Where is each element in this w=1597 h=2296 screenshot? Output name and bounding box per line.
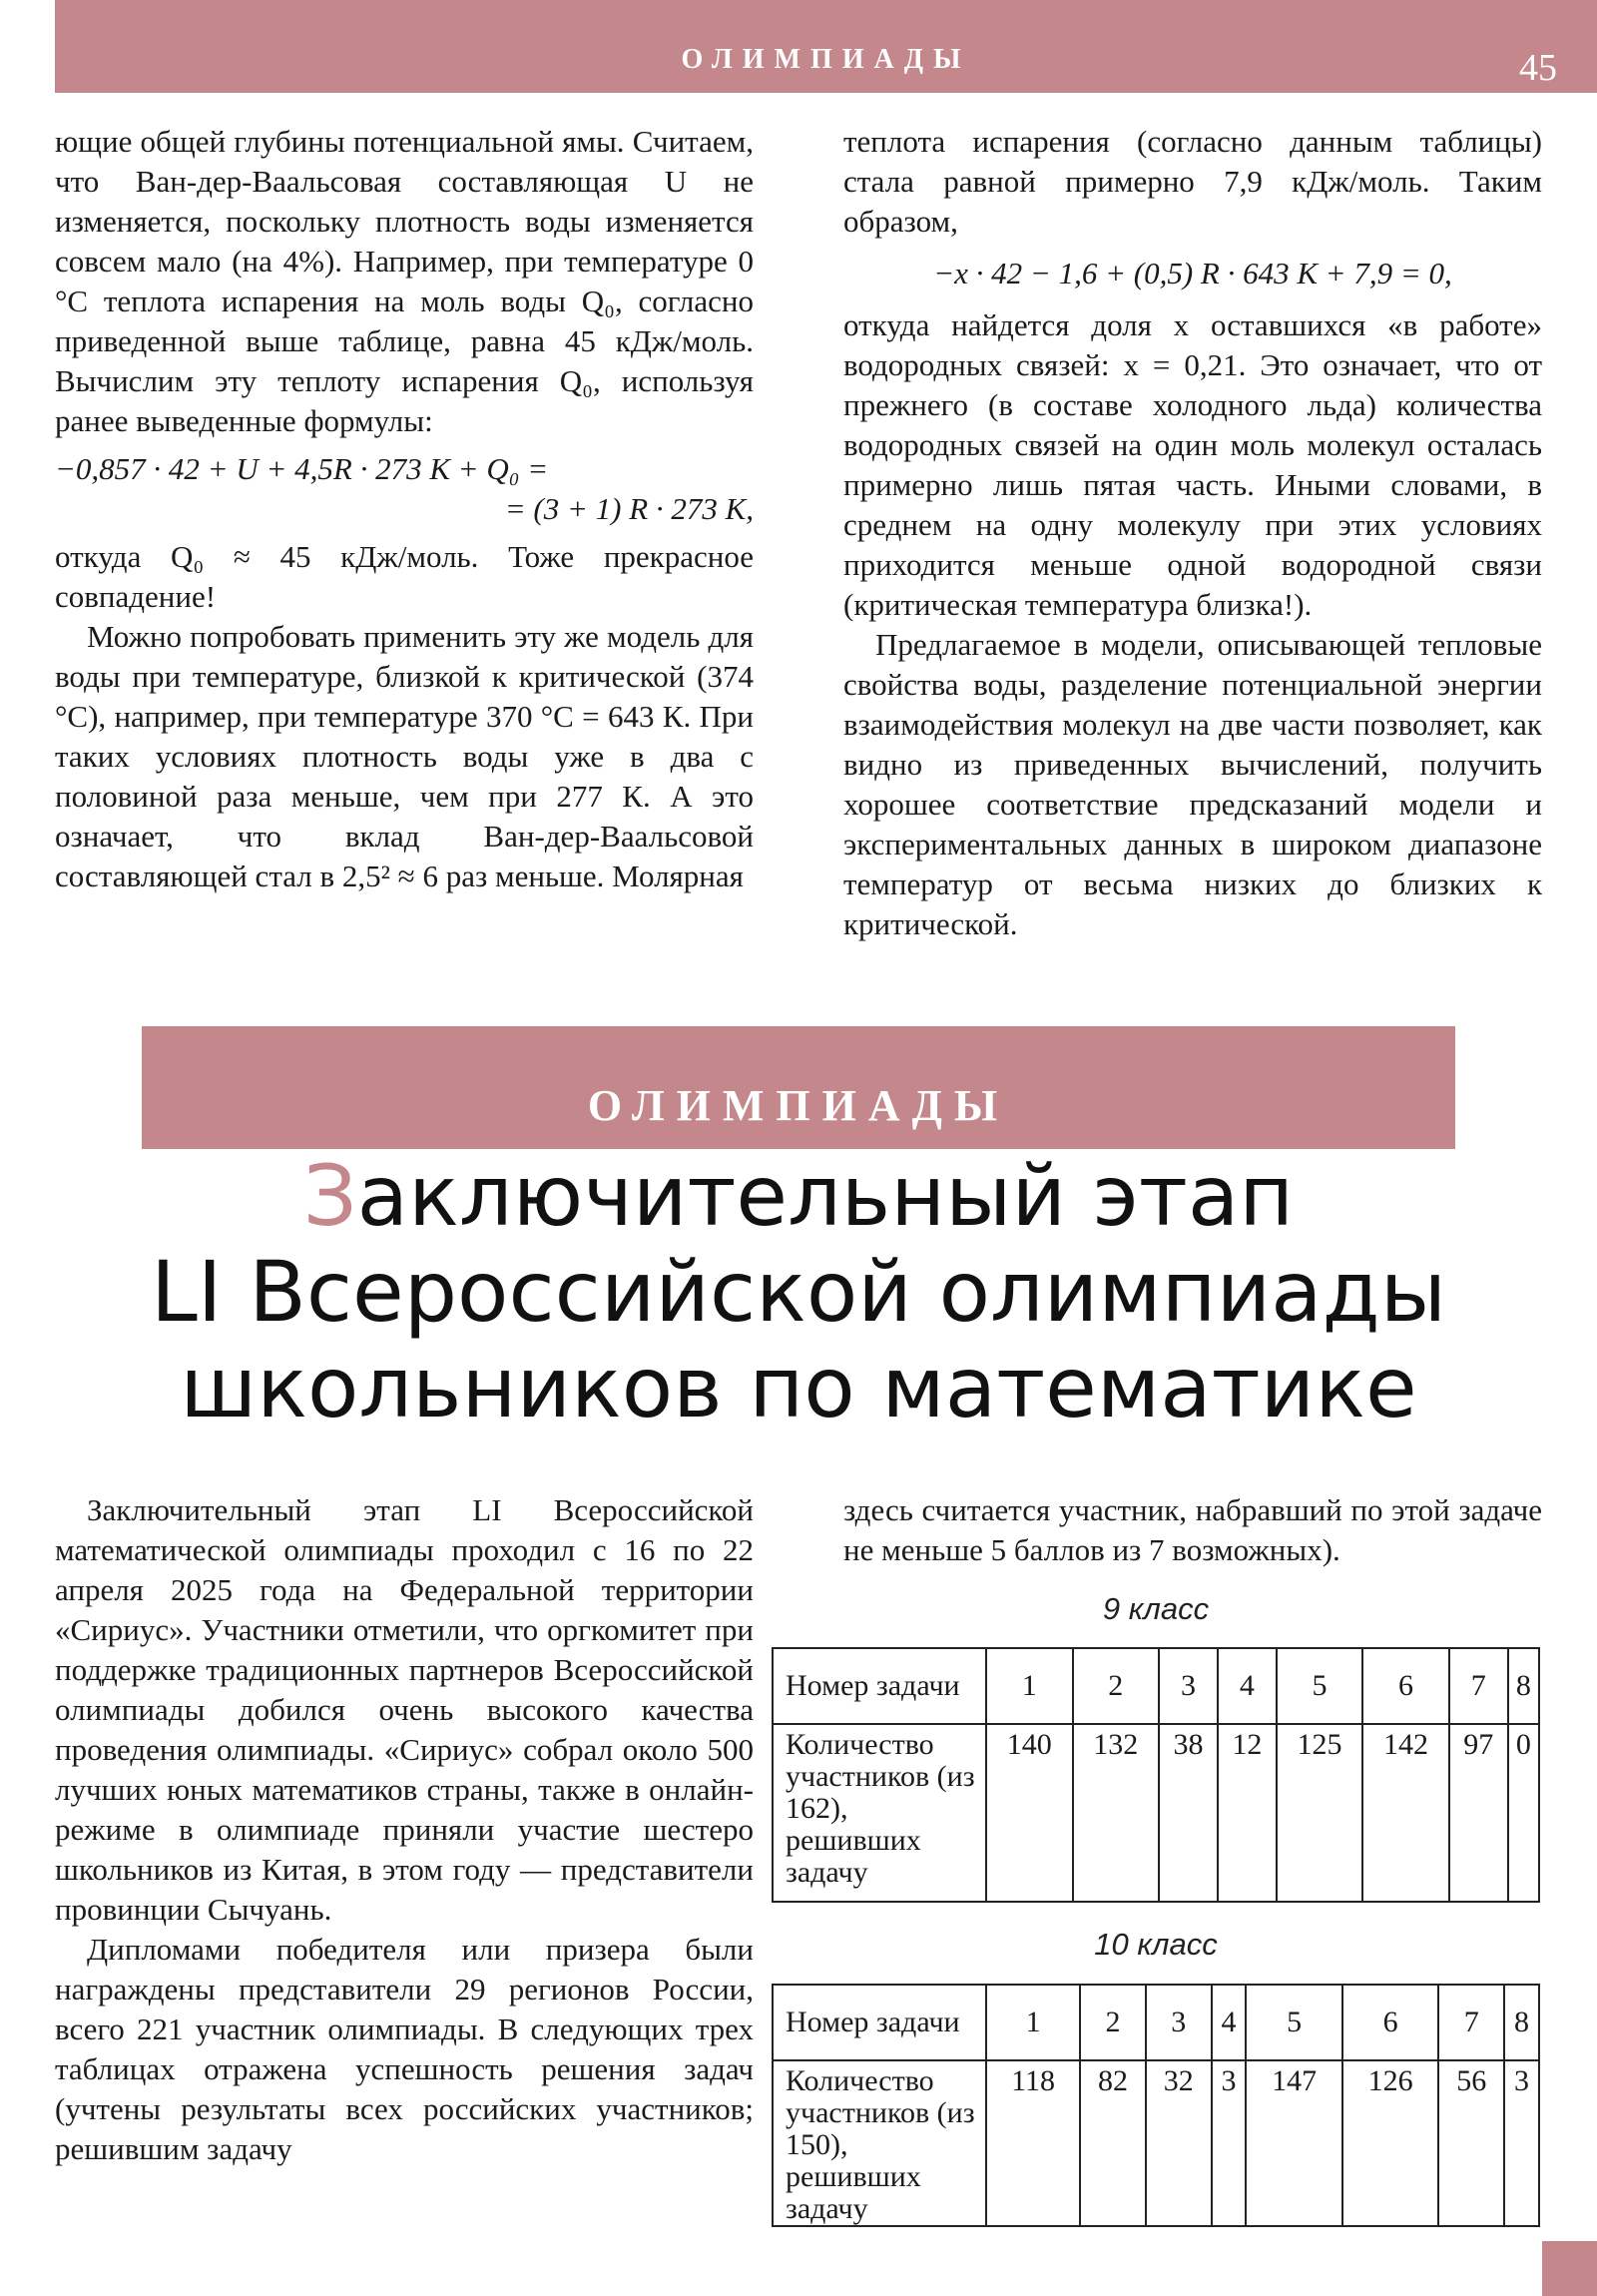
table-cell: 140: [986, 1724, 1073, 1902]
table-cell: 5: [1277, 1648, 1363, 1724]
table-cell: 97: [1449, 1724, 1508, 1902]
paragraph: откуда найдется доля x оставшихся «в работе» водородных связей: x = 0,21. Это означает, что от прежнего (в составе холодного льда) количества водородных связей на один моль молекул осталась примерно лишь пятая часть. Иными словами, в среднем на одну молекулу при этих условиях приходится меньше одной водородной связи (критическая температура близка!).: [843, 307, 1542, 622]
paragraph: теплота испарения (согласно данным таблицы) стала равной примерно 7,9 кДж/моль. Таким образом,: [843, 124, 1542, 239]
formula-line: −0,857 · 42 + U + 4,5R · 273 К + Q₀ =: [55, 451, 549, 486]
title-line-2: LI Всероссийской олимпиады: [150, 1243, 1447, 1341]
table-cell: 2: [1073, 1648, 1160, 1724]
bottom-right-intro: [843, 1490, 1542, 1570]
table-cell: 5: [1246, 1985, 1341, 2060]
row-label: Количество участников (из 150), решивших задачу: [773, 2060, 986, 2226]
paragraph: Можно попробовать применить эту же модель для воды при температуре, близкой к критической (374 °С), например, при температуре 370 °С = 643 К. При таких условиях плотность воды уже в два с половиной раза меньше, чем при 277 К. А это означает, что вклад Ван-дер-Ваальсовой составляющей стал в 2,5² ≈ 6 раз меньше. Молярная: [55, 619, 754, 893]
table-cell: 3: [1504, 2060, 1539, 2226]
table-cell: 0: [1508, 1724, 1539, 1902]
section-label: ОЛИМПИАДЫ: [681, 44, 971, 75]
title-line-1: [0, 1148, 1597, 1244]
top-right-column: [843, 122, 1542, 944]
table-cell: 1: [986, 1648, 1073, 1724]
section-band: [142, 1026, 1455, 1149]
table-cell: 125: [1277, 1724, 1363, 1902]
paragraph: здесь считается участник, набравший по этой задаче не меньше 5 баллов из 7 возможных).: [843, 1492, 1542, 1567]
paragraph: Предлагаемое в модели, описывающей тепловые свойства воды, разделение потенциальной энергии взаимодействия молекул на две части позволяет, как видно из приведенных вычислений, получить хорошее соответствие предсказаний модели и экспериментальных данных в широком диапазоне температур от весьма низких до близких к критической.: [843, 627, 1542, 941]
table-caption: 9 класс: [1102, 1591, 1210, 1626]
corner-decoration: [1542, 2241, 1597, 2296]
paragraph: Дипломами победителя или призера были награждены представители 29 регионов России, всего 221 участник олимпиады. В следующих трех таблицах отражена успешность решения задач (учтены результаты всех российских участников; решившим задачу: [55, 1932, 754, 2166]
paragraph: Заключительный этап LI Всероссийской математической олимпиады проходил с 16 по 22 апреля 2025 года на Федеральной территории «Сириус». Участники отметили, что оргкомитет при поддержке традиционных партнеров Всероссийской олимпиады добился очень высокого качества проведения олимпиады. «Сириус» собрал около 500 лучших юных математиков страны, также в онлайн-режиме в олимпиаде приняли участие шестеро школьников из Китая, в этом году — представители провинции Сычуань.: [55, 1492, 754, 1927]
table-cell: 126: [1342, 2060, 1438, 2226]
paragraph: ющие общей глубины потенциальной ямы. Считаем, что Ван-дер-Ваальсовая составляющая U не изменяется, поскольку плотность воды изменяется совсем мало (на 4%). Например, при температуре 0 °С теплота испарения на моль воды Q₀, согласно приведенной выше таблице, равна 45 кДж/моль. Вычислим эту теплоту испарения Q₀, используя ранее выведенные формулы:: [55, 124, 754, 438]
formula-line: = (3 + 1) R · 273 К,: [504, 491, 754, 526]
table-cell: 8: [1508, 1648, 1539, 1724]
table-cell: 56: [1438, 2060, 1504, 2226]
results-table-grade-10: [772, 1984, 1540, 2227]
table-cell: 6: [1362, 1648, 1449, 1724]
table-cell: 2: [1080, 1985, 1146, 2060]
table-cell: 1: [986, 1985, 1080, 2060]
table-cell: 32: [1146, 2060, 1212, 2226]
title-line-1-rest: аключительный этап: [356, 1147, 1295, 1245]
formula-line: −x · 42 − 1,6 + (0,5) R · 643 К + 7,9 = 0,: [933, 256, 1452, 290]
table-cell: 4: [1212, 1985, 1247, 2060]
results-table-grade-9: [772, 1647, 1540, 1903]
table-cell: 7: [1449, 1648, 1508, 1724]
table-cell: 147: [1246, 2060, 1341, 2226]
page-number: 45: [1519, 47, 1557, 89]
table-cell: 4: [1218, 1648, 1277, 1724]
top-left-column: [55, 122, 754, 896]
table-caption: 10 класс: [1094, 1927, 1218, 1962]
table-cell: 3: [1146, 1985, 1212, 2060]
table-cell: 38: [1159, 1724, 1218, 1902]
paragraph: откуда Q₀ ≈ 45 кДж/моль. Тоже прекрасное совпадение!: [55, 539, 754, 614]
title-line-3: школьников по математике: [180, 1339, 1417, 1436]
header-bar: [55, 0, 1597, 93]
table-cell: 3: [1212, 2060, 1247, 2226]
bottom-left-column: [55, 1490, 754, 2169]
title-initial: З: [302, 1147, 357, 1245]
table-cell: 118: [986, 2060, 1080, 2226]
table-cell: 7: [1438, 1985, 1504, 2060]
table-cell: 6: [1342, 1985, 1438, 2060]
table-cell: 8: [1504, 1985, 1539, 2060]
table-cell: 3: [1159, 1648, 1218, 1724]
table-cell: 12: [1218, 1724, 1277, 1902]
table-cell: 82: [1080, 2060, 1146, 2226]
table-cell: 142: [1362, 1724, 1449, 1902]
table-cell: 132: [1073, 1724, 1160, 1902]
article-title: [0, 1148, 1597, 1435]
row-label: Номер задачи: [773, 1985, 986, 2060]
row-label: Номер задачи: [773, 1648, 986, 1724]
section-band-label: ОЛИМПИАДЫ: [587, 1081, 1010, 1130]
row-label: Количество участников (из 162), решивших задачу: [773, 1724, 986, 1902]
